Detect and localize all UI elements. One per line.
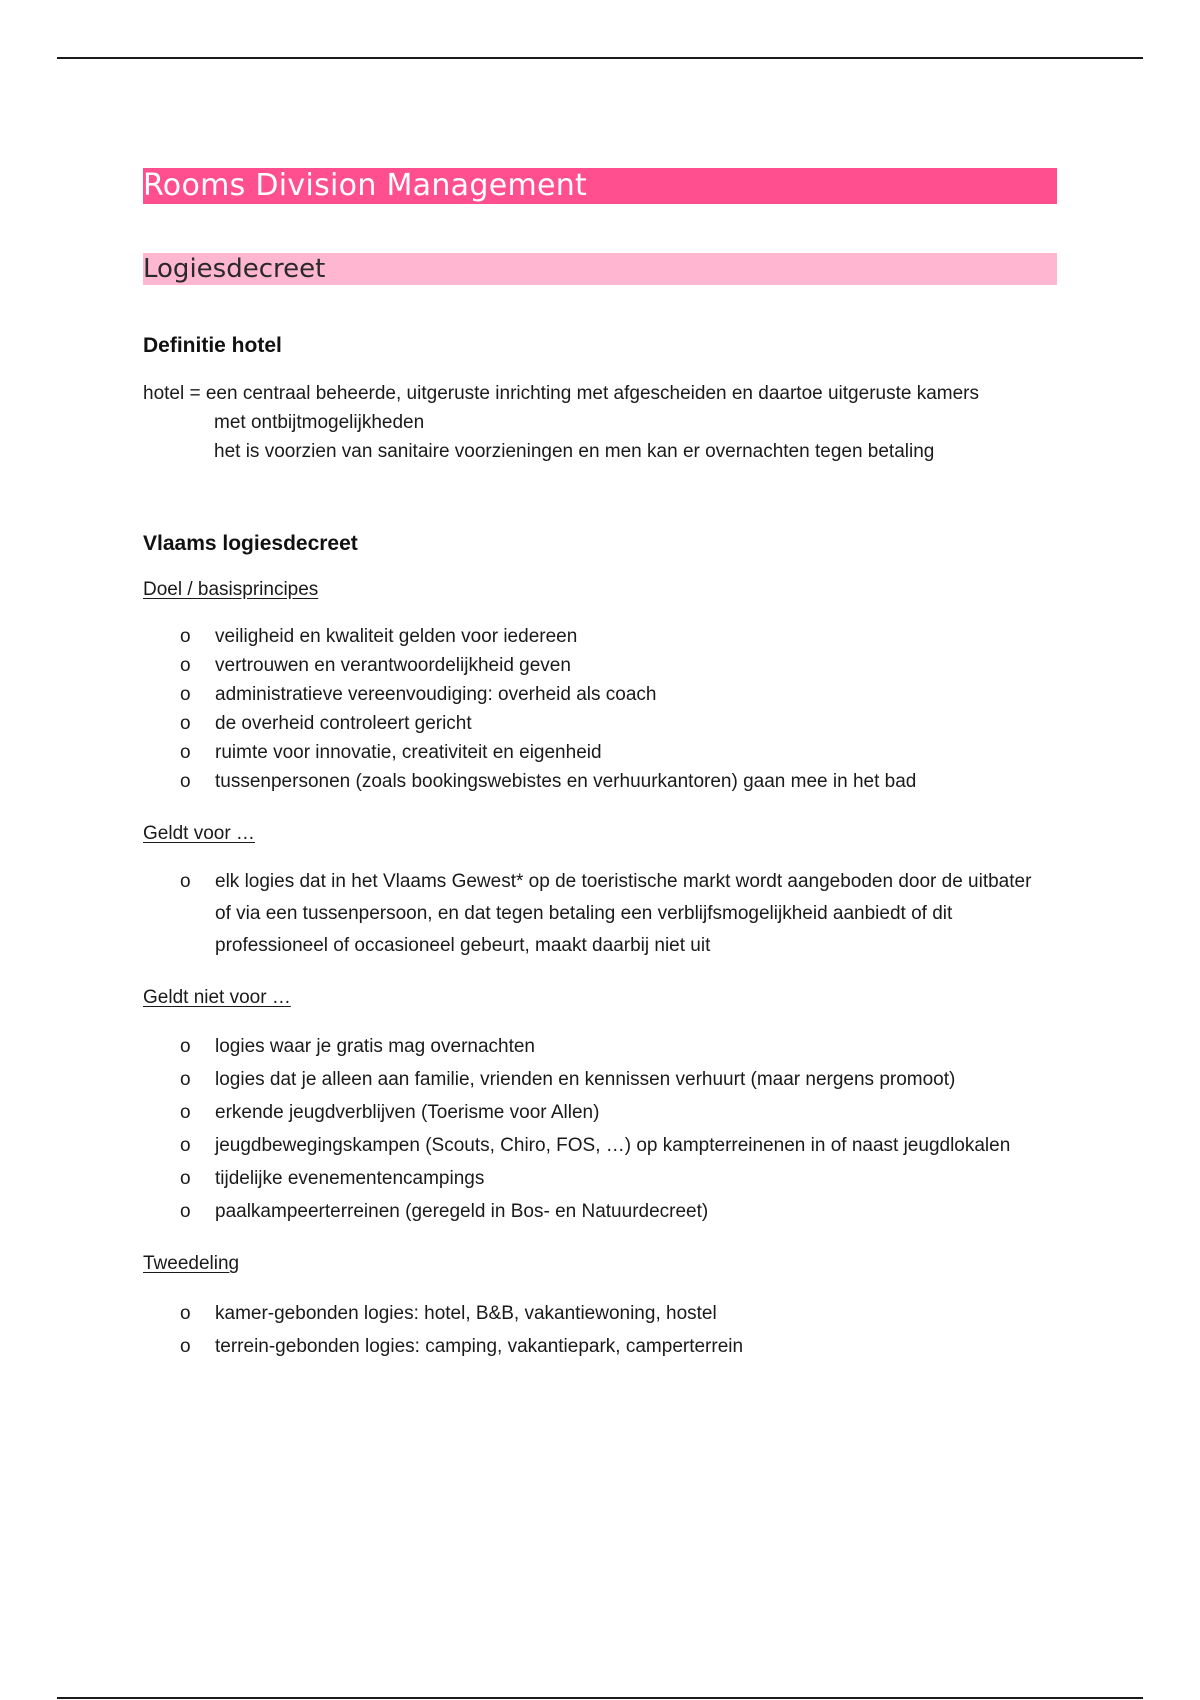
bullet-glyph: o [180,655,191,676]
section-title: Logiesdecreet [143,254,326,284]
list-item: o logies waar je gratis mag overnachten [143,1030,1057,1063]
list-item: o terrein-gebonden logies: camping, vakantiepark, camperterrein [143,1330,1057,1363]
definition-line-1: hotel = een centraal beheerde, uitgeruste inrichting met afgescheiden en daartoe uitgeruste kamers [143,383,979,404]
document-title: Rooms Division Management [143,168,588,203]
tweedeling-list [143,1297,1057,1363]
definition-heading: Definitie hotel [143,334,282,357]
definition-paragraph [143,379,979,466]
tweedeling-label: Tweedeling [143,1253,240,1274]
bullet-glyph: o [180,1303,191,1324]
list-item: o paalkampeerterreinen (geregeld in Bos- en Natuurdecreet) [143,1195,1057,1228]
list-item: o tijdelijke evenementencampings [143,1162,1057,1195]
footer-rule [57,1697,1143,1699]
bullet-glyph: o [180,1201,191,1222]
geldt-niet-voor-label: Geldt niet voor … [143,987,291,1008]
definition-line-3: het is voorzien van sanitaire voorzieningen en men kan er overnachten tegen betaling [214,441,935,462]
list-item: o logies dat je alleen aan familie, vrienden en kennissen verhuurt (maar nergens promoot) [143,1063,1057,1096]
list-item: o elk logies dat in het Vlaams Gewest* op de toeristische markt wordt aangeboden door de uitbater of via een tussenpersoon, en dat tegen betaling een verblijfsmogelijkheid aanbiedt of dit professioneel of occasioneel gebeurt, maakt daarbij niet uit [143,866,1057,962]
header-rule [57,57,1143,59]
doel-label: Doel / basisprincipes [143,579,319,600]
bullet-glyph: o [180,713,191,734]
bullet-glyph: o [180,626,191,647]
list-item: o kamer-gebonden logies: hotel, B&B, vakantiewoning, hostel [143,1297,1057,1330]
bullet-glyph: o [180,771,191,792]
bullet-glyph: o [180,1168,191,1189]
bullet-glyph: o [180,1336,191,1357]
bullet-glyph: o [180,742,191,763]
list-item: o vertrouwen en verantwoordelijkheid geven [143,651,1057,680]
geldt-voor-label: Geldt voor … [143,823,255,844]
section-title-bar [143,253,1057,285]
bullet-glyph: o [180,871,191,892]
list-item: o de overheid controleert gericht [143,709,1057,738]
list-item: o jeugdbewegingskampen (Scouts, Chiro, FOS, …) op kampterreinenen in of naast jeugdlokalen [143,1129,1057,1162]
doel-list [143,622,1057,796]
list-item: o tussenpersonen (zoals bookingswebistes en verhuurkantoren) gaan mee in het bad [143,767,1057,796]
geldt-niet-voor-list [143,1030,1057,1228]
bullet-glyph: o [180,1069,191,1090]
bullet-glyph: o [180,684,191,705]
document-title-bar [143,168,1057,204]
list-item: o administratieve vereenvoudiging: overheid als coach [143,680,1057,709]
geldt-voor-list [143,866,1057,962]
definition-line-2: met ontbijtmogelijkheden [214,412,425,433]
bullet-glyph: o [180,1102,191,1123]
bullet-glyph: o [180,1036,191,1057]
decree-heading: Vlaams logiesdecreet [143,532,358,555]
list-item: o erkende jeugdverblijven (Toerisme voor Allen) [143,1096,1057,1129]
list-item: o veiligheid en kwaliteit gelden voor iedereen [143,622,1057,651]
bullet-glyph: o [180,1135,191,1156]
list-item: o ruimte voor innovatie, creativiteit en eigenheid [143,738,1057,767]
